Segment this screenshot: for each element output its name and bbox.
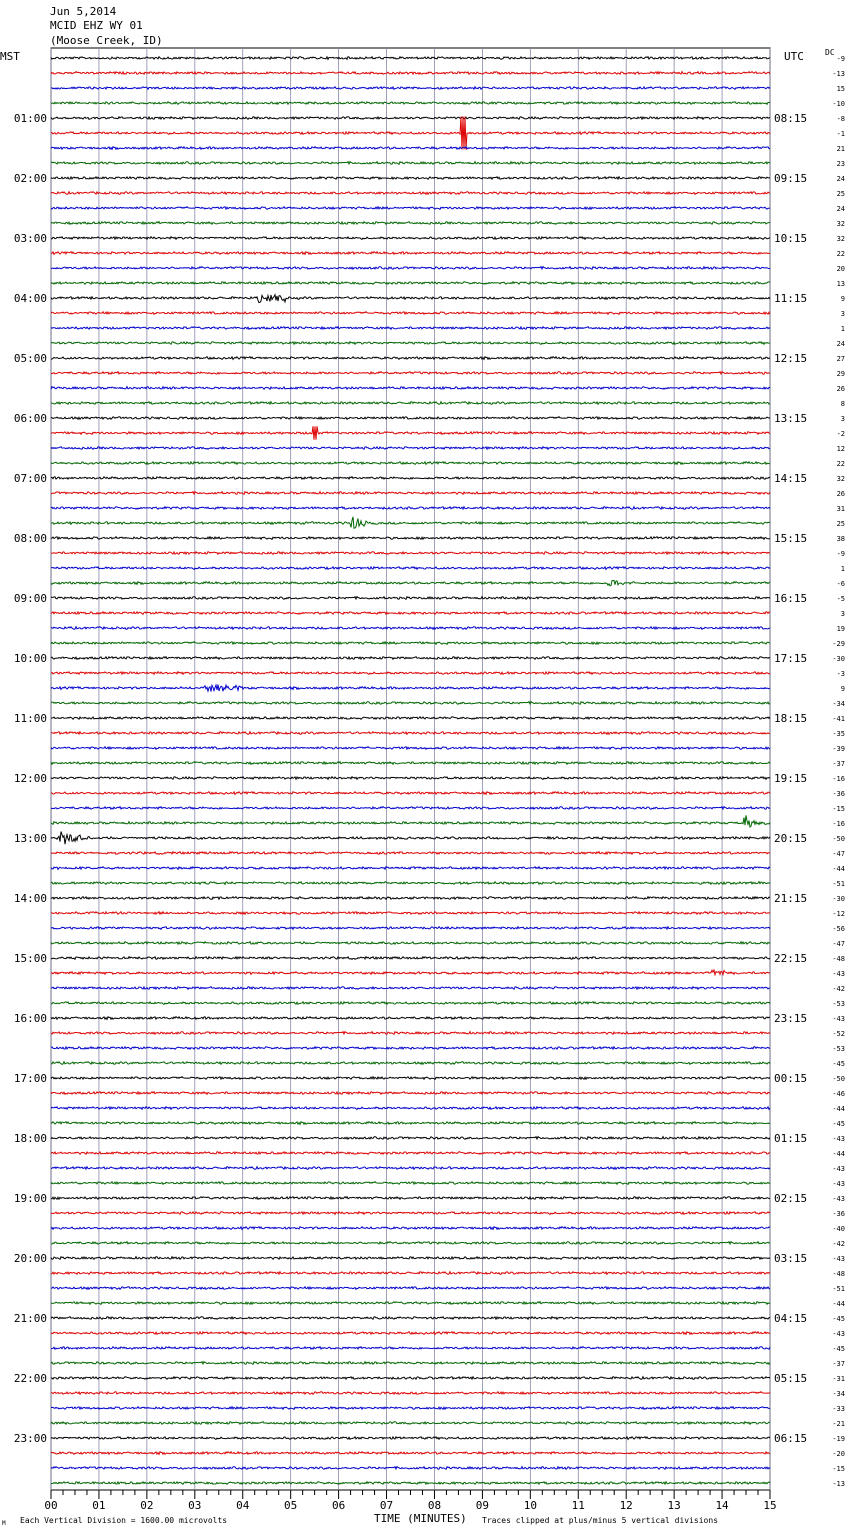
left-timezone-label: MST bbox=[0, 50, 20, 63]
trace-line bbox=[51, 717, 770, 720]
dc-offset-label: -36 bbox=[832, 1210, 845, 1218]
header-station: MCID EHZ WY 01 bbox=[50, 19, 143, 32]
dc-offset-label: -5 bbox=[836, 595, 845, 603]
mst-hour-label: 07:00 bbox=[13, 472, 47, 485]
dc-offset-label: -6 bbox=[836, 580, 845, 588]
mst-hour-label: 20:00 bbox=[13, 1252, 47, 1265]
dc-offset-label: -40 bbox=[832, 1225, 845, 1233]
mst-hour-label: 10:00 bbox=[13, 652, 47, 665]
dc-offset-label: -12 bbox=[832, 910, 845, 918]
utc-hour-label: 19:15 bbox=[774, 772, 808, 785]
trace-line bbox=[51, 295, 770, 303]
trace-line bbox=[51, 426, 770, 440]
footer-scale-note: Each Vertical Division = 1600.00 microvolts bbox=[20, 1516, 228, 1525]
trace-line bbox=[51, 147, 770, 150]
dc-offset-label: -30 bbox=[832, 895, 845, 903]
trace-line bbox=[51, 897, 770, 900]
x-tick-label: 12 bbox=[619, 1499, 633, 1512]
dc-offset-label: -42 bbox=[832, 985, 845, 993]
dc-offset-label: -44 bbox=[832, 865, 845, 873]
utc-hour-label: 13:15 bbox=[774, 412, 808, 425]
dc-offset-label: -44 bbox=[832, 1300, 845, 1308]
dc-offset-label: 12 bbox=[836, 445, 845, 453]
header-location: (Moose Creek, ID) bbox=[50, 34, 163, 47]
dc-offset-label: -45 bbox=[832, 1345, 845, 1353]
trace-line bbox=[51, 867, 770, 870]
trace-line bbox=[51, 282, 770, 285]
dc-offset-label: -36 bbox=[832, 790, 845, 798]
dc-offset-label: -9 bbox=[836, 550, 845, 558]
trace-line bbox=[51, 462, 770, 465]
x-tick-label: 01 bbox=[92, 1499, 106, 1512]
trace-line bbox=[51, 1197, 770, 1200]
trace-line bbox=[51, 762, 770, 765]
dc-offset-label: -47 bbox=[832, 850, 845, 858]
mst-hour-label: 08:00 bbox=[13, 532, 47, 545]
dc-offset-label: 1 bbox=[840, 565, 845, 573]
x-tick-label: 13 bbox=[667, 1499, 681, 1512]
utc-hour-label: 12:15 bbox=[774, 352, 808, 365]
trace-line bbox=[51, 1302, 770, 1305]
dc-offset-label: 26 bbox=[836, 490, 845, 498]
dc-offset-label: 9 bbox=[840, 685, 845, 693]
dc-offset-label: -19 bbox=[832, 1435, 845, 1443]
x-tick-label: 15 bbox=[763, 1499, 777, 1512]
dc-offset-label: 24 bbox=[836, 340, 845, 348]
mst-hour-label: 02:00 bbox=[13, 172, 47, 185]
dc-offset-label: -41 bbox=[832, 715, 845, 723]
trace-line bbox=[51, 987, 770, 990]
utc-hour-label: 02:15 bbox=[774, 1192, 808, 1205]
trace-line bbox=[51, 1467, 770, 1470]
trace-line bbox=[51, 1122, 770, 1125]
dc-offset-label: 1 bbox=[840, 325, 845, 333]
x-tick-label: 02 bbox=[140, 1499, 154, 1512]
x-tick-label: 07 bbox=[379, 1499, 394, 1512]
dc-offset-label: 19 bbox=[836, 625, 845, 633]
utc-hour-label: 22:15 bbox=[774, 952, 808, 965]
mst-hour-label: 06:00 bbox=[13, 412, 47, 425]
dc-offset-label: -10 bbox=[832, 100, 845, 108]
trace-line bbox=[51, 657, 770, 660]
trace-line bbox=[51, 162, 770, 165]
trace-line bbox=[51, 117, 770, 150]
dc-offset-label: -48 bbox=[832, 1270, 845, 1278]
dc-offset-label: 8 bbox=[840, 400, 845, 408]
dc-offset-label: -3 bbox=[836, 670, 845, 678]
dc-offset-label: 24 bbox=[836, 205, 845, 213]
dc-offset-label: 20 bbox=[836, 265, 845, 273]
mst-hour-label: 01:00 bbox=[13, 112, 47, 125]
trace-line bbox=[51, 672, 770, 675]
dc-offset-label: -52 bbox=[832, 1030, 845, 1038]
trace-line bbox=[51, 777, 770, 780]
trace-line bbox=[51, 237, 770, 240]
trace-line bbox=[51, 1317, 770, 1320]
dc-offset-label: 3 bbox=[840, 610, 845, 618]
trace-line bbox=[51, 792, 770, 795]
utc-hour-label: 15:15 bbox=[774, 532, 808, 545]
x-tick-label: 05 bbox=[284, 1499, 298, 1512]
dc-offset-label: 24 bbox=[836, 175, 845, 183]
dc-offset-label: -20 bbox=[832, 1450, 845, 1458]
trace-line bbox=[51, 102, 770, 105]
utc-hour-label: 14:15 bbox=[774, 472, 808, 485]
utc-hour-label: 23:15 bbox=[774, 1012, 808, 1025]
mst-hour-label: 13:00 bbox=[13, 832, 47, 845]
x-axis-label: TIME (MINUTES) bbox=[374, 1512, 467, 1525]
trace-line bbox=[51, 957, 770, 960]
utc-hour-label: 04:15 bbox=[774, 1312, 808, 1325]
utc-hour-label: 20:15 bbox=[774, 832, 808, 845]
dc-offset-label: -53 bbox=[832, 1000, 845, 1008]
trace-line bbox=[51, 580, 770, 585]
trace-line bbox=[51, 477, 770, 480]
utc-hour-label: 03:15 bbox=[774, 1252, 808, 1265]
trace-line bbox=[51, 807, 770, 810]
dc-offset-label: 3 bbox=[840, 310, 845, 318]
dc-offset-label: 3 bbox=[840, 415, 845, 423]
mst-hour-label: 16:00 bbox=[13, 1012, 47, 1025]
dc-offset-label: 32 bbox=[836, 220, 845, 228]
dc-offset-label: -45 bbox=[832, 1315, 845, 1323]
trace-line bbox=[51, 597, 770, 600]
trace-line bbox=[51, 567, 770, 570]
dc-offset-label: 25 bbox=[836, 190, 845, 198]
trace-line bbox=[51, 207, 770, 210]
trace-line bbox=[51, 252, 770, 255]
dc-offset-label: -34 bbox=[832, 1390, 845, 1398]
utc-hour-label: 21:15 bbox=[774, 892, 808, 905]
dc-offset-label: -43 bbox=[832, 1330, 845, 1338]
footer-mark: M bbox=[2, 1520, 6, 1527]
trace-line bbox=[51, 552, 770, 555]
dc-offset-label: -1 bbox=[836, 130, 845, 138]
trace-line bbox=[51, 1347, 770, 1350]
dc-offset-label: -39 bbox=[832, 745, 845, 753]
dc-offset-label: 26 bbox=[836, 385, 845, 393]
utc-hour-label: 00:15 bbox=[774, 1072, 808, 1085]
utc-hour-label: 11:15 bbox=[774, 292, 808, 305]
utc-hour-label: 08:15 bbox=[774, 112, 808, 125]
dc-offset-label: 22 bbox=[836, 250, 845, 258]
x-tick-label: 10 bbox=[523, 1499, 537, 1512]
dc-offset-label: -16 bbox=[832, 775, 845, 783]
trace-line bbox=[51, 684, 770, 691]
dc-offset-label: -50 bbox=[832, 835, 845, 843]
trace-line bbox=[51, 517, 770, 528]
trace-line bbox=[51, 1272, 770, 1275]
dc-offset-label: -33 bbox=[832, 1405, 845, 1413]
trace-line bbox=[51, 1167, 770, 1170]
trace-line bbox=[51, 1077, 770, 1080]
dc-offset-label: -51 bbox=[832, 1285, 845, 1293]
mst-hour-label: 19:00 bbox=[13, 1192, 47, 1205]
trace-line bbox=[51, 372, 770, 375]
mst-hour-label: 04:00 bbox=[13, 292, 47, 305]
dc-offset-label: -13 bbox=[832, 1480, 845, 1488]
right-timezone-label: UTC bbox=[784, 50, 804, 63]
dc-offset-label: -31 bbox=[832, 1375, 845, 1383]
dc-offset-label: 38 bbox=[836, 535, 845, 543]
trace-line bbox=[51, 942, 770, 945]
utc-hour-label: 17:15 bbox=[774, 652, 808, 665]
dc-offset-label: -34 bbox=[832, 700, 845, 708]
dc-offset-label: 23 bbox=[836, 160, 845, 168]
x-tick-label: 11 bbox=[571, 1499, 585, 1512]
dc-offset-label: -2 bbox=[836, 430, 845, 438]
trace-line bbox=[51, 267, 770, 270]
utc-hour-label: 05:15 bbox=[774, 1372, 808, 1385]
dc-offset-label: -50 bbox=[832, 1075, 845, 1083]
dc-offset-label: -13 bbox=[832, 70, 845, 78]
trace-line bbox=[51, 927, 770, 930]
trace-line bbox=[51, 1137, 770, 1140]
dc-offset-label: -43 bbox=[832, 1255, 845, 1263]
dc-offset-label: -53 bbox=[832, 1045, 845, 1053]
dc-offset-label: 29 bbox=[836, 370, 845, 378]
dc-offset-label: -29 bbox=[832, 640, 845, 648]
trace-line bbox=[51, 882, 770, 885]
trace-line bbox=[51, 447, 770, 450]
dc-offset-label: 32 bbox=[836, 235, 845, 243]
dc-offset-label: -43 bbox=[832, 1015, 845, 1023]
dc-offset-label: -42 bbox=[832, 1240, 845, 1248]
trace-line bbox=[51, 1332, 770, 1335]
trace-line bbox=[51, 747, 770, 750]
dc-offset-label: 32 bbox=[836, 475, 845, 483]
trace-line bbox=[51, 342, 770, 345]
dc-offset-label: -15 bbox=[832, 1465, 845, 1473]
trace-line bbox=[51, 1032, 770, 1035]
x-tick-label: 09 bbox=[475, 1499, 490, 1512]
dc-offset-label: -44 bbox=[832, 1150, 845, 1158]
trace-line bbox=[51, 387, 770, 390]
dc-offset-label: -48 bbox=[832, 955, 845, 963]
dc-offset-label: -51 bbox=[832, 880, 845, 888]
trace-line bbox=[51, 1017, 770, 1020]
utc-hour-label: 16:15 bbox=[774, 592, 808, 605]
trace-line bbox=[51, 1287, 770, 1290]
utc-hour-label: 10:15 bbox=[774, 232, 808, 245]
trace-line bbox=[51, 57, 770, 60]
trace-line bbox=[51, 492, 770, 495]
dc-offset-label: -16 bbox=[832, 820, 845, 828]
mst-hour-label: 05:00 bbox=[13, 352, 47, 365]
dc-offset-label: -15 bbox=[832, 805, 845, 813]
trace-line bbox=[51, 1362, 770, 1365]
trace-line bbox=[51, 852, 770, 855]
trace-line bbox=[51, 1152, 770, 1155]
dc-offset-label: -37 bbox=[832, 760, 845, 768]
trace-line bbox=[51, 1242, 770, 1245]
trace-line bbox=[51, 507, 770, 510]
trace-line bbox=[51, 417, 770, 420]
mst-hour-label: 17:00 bbox=[13, 1072, 47, 1085]
footer-clip-note: Traces clipped at plus/minus 5 vertical divisions bbox=[482, 1516, 719, 1525]
dc-offset-label: -43 bbox=[832, 1180, 845, 1188]
utc-hour-label: 06:15 bbox=[774, 1432, 808, 1445]
dc-offset-label: 9 bbox=[840, 295, 845, 303]
trace-line bbox=[51, 177, 770, 180]
dc-offset-label: -46 bbox=[832, 1090, 845, 1098]
trace-line bbox=[51, 815, 770, 827]
dc-label: DC bbox=[825, 48, 835, 57]
dc-offset-label: -21 bbox=[832, 1420, 845, 1428]
utc-hour-label: 09:15 bbox=[774, 172, 808, 185]
mst-hour-label: 23:00 bbox=[13, 1432, 47, 1445]
trace-line bbox=[51, 72, 770, 75]
dc-offset-label: 21 bbox=[836, 145, 845, 153]
dc-offset-label: -56 bbox=[832, 925, 845, 933]
x-tick-label: 14 bbox=[715, 1499, 729, 1512]
trace-line bbox=[51, 970, 770, 975]
dc-offset-label: 22 bbox=[836, 460, 845, 468]
dc-offset-label: -30 bbox=[832, 655, 845, 663]
dc-offset-label: -8 bbox=[836, 115, 845, 123]
trace-line bbox=[51, 702, 770, 705]
trace-line bbox=[51, 1092, 770, 1095]
trace-line bbox=[51, 1482, 770, 1485]
dc-offset-label: -43 bbox=[832, 1195, 845, 1203]
trace-line bbox=[51, 1107, 770, 1110]
trace-line bbox=[51, 912, 770, 915]
trace-line bbox=[51, 1452, 770, 1455]
dc-offset-label: -43 bbox=[832, 970, 845, 978]
trace-line bbox=[51, 327, 770, 330]
trace-line bbox=[51, 1002, 770, 1005]
dc-offset-label: -37 bbox=[832, 1360, 845, 1368]
dc-offset-label: -9 bbox=[836, 55, 845, 63]
trace-line bbox=[51, 1062, 770, 1065]
mst-hour-label: 11:00 bbox=[13, 712, 47, 725]
dc-offset-label: -43 bbox=[832, 1135, 845, 1143]
trace-line bbox=[51, 192, 770, 195]
trace-line bbox=[51, 627, 770, 630]
trace-line bbox=[51, 117, 770, 120]
trace-line bbox=[51, 312, 770, 315]
trace-line bbox=[51, 642, 770, 645]
utc-hour-label: 18:15 bbox=[774, 712, 808, 725]
trace-line bbox=[51, 222, 770, 225]
mst-hour-label: 18:00 bbox=[13, 1132, 47, 1145]
dc-offset-label: -35 bbox=[832, 730, 845, 738]
mst-hour-label: 12:00 bbox=[13, 772, 47, 785]
header-date: Jun 5,2014 bbox=[50, 5, 117, 18]
trace-line bbox=[51, 1257, 770, 1260]
trace-line bbox=[51, 357, 770, 360]
dc-offset-label: 13 bbox=[836, 280, 845, 288]
trace-line bbox=[51, 1227, 770, 1230]
x-tick-label: 04 bbox=[236, 1499, 250, 1512]
trace-line bbox=[51, 1047, 770, 1050]
mst-hour-label: 21:00 bbox=[13, 1312, 47, 1325]
mst-hour-label: 03:00 bbox=[13, 232, 47, 245]
mst-hour-label: 22:00 bbox=[13, 1372, 47, 1385]
dc-offset-label: 25 bbox=[836, 520, 845, 528]
dc-offset-label: -43 bbox=[832, 1165, 845, 1173]
dc-offset-label: -45 bbox=[832, 1060, 845, 1068]
dc-offset-label: 31 bbox=[836, 505, 845, 513]
trace-line bbox=[51, 1392, 770, 1395]
dc-offset-label: 27 bbox=[836, 355, 845, 363]
dc-offset-label: -45 bbox=[832, 1120, 845, 1128]
dc-offset-label: -47 bbox=[832, 940, 845, 948]
trace-line bbox=[51, 402, 770, 405]
trace-line bbox=[51, 1422, 770, 1425]
mst-hour-label: 09:00 bbox=[13, 592, 47, 605]
x-tick-label: 00 bbox=[44, 1499, 58, 1512]
trace-line bbox=[51, 1437, 770, 1440]
trace-line bbox=[51, 87, 770, 90]
trace-line bbox=[51, 832, 770, 845]
x-tick-label: 06 bbox=[331, 1499, 346, 1512]
trace-line bbox=[51, 1182, 770, 1185]
utc-hour-label: 01:15 bbox=[774, 1132, 808, 1145]
trace-line bbox=[51, 1377, 770, 1380]
trace-line bbox=[51, 732, 770, 735]
trace-line bbox=[51, 612, 770, 615]
dc-offset-label: 15 bbox=[836, 85, 845, 93]
trace-line bbox=[51, 1407, 770, 1410]
x-tick-label: 03 bbox=[188, 1499, 202, 1512]
mst-hour-label: 15:00 bbox=[13, 952, 47, 965]
mst-hour-label: 14:00 bbox=[13, 892, 47, 905]
x-tick-label: 08 bbox=[427, 1499, 442, 1512]
dc-offset-label: -44 bbox=[832, 1105, 845, 1113]
trace-line bbox=[51, 537, 770, 540]
trace-line bbox=[51, 1212, 770, 1215]
